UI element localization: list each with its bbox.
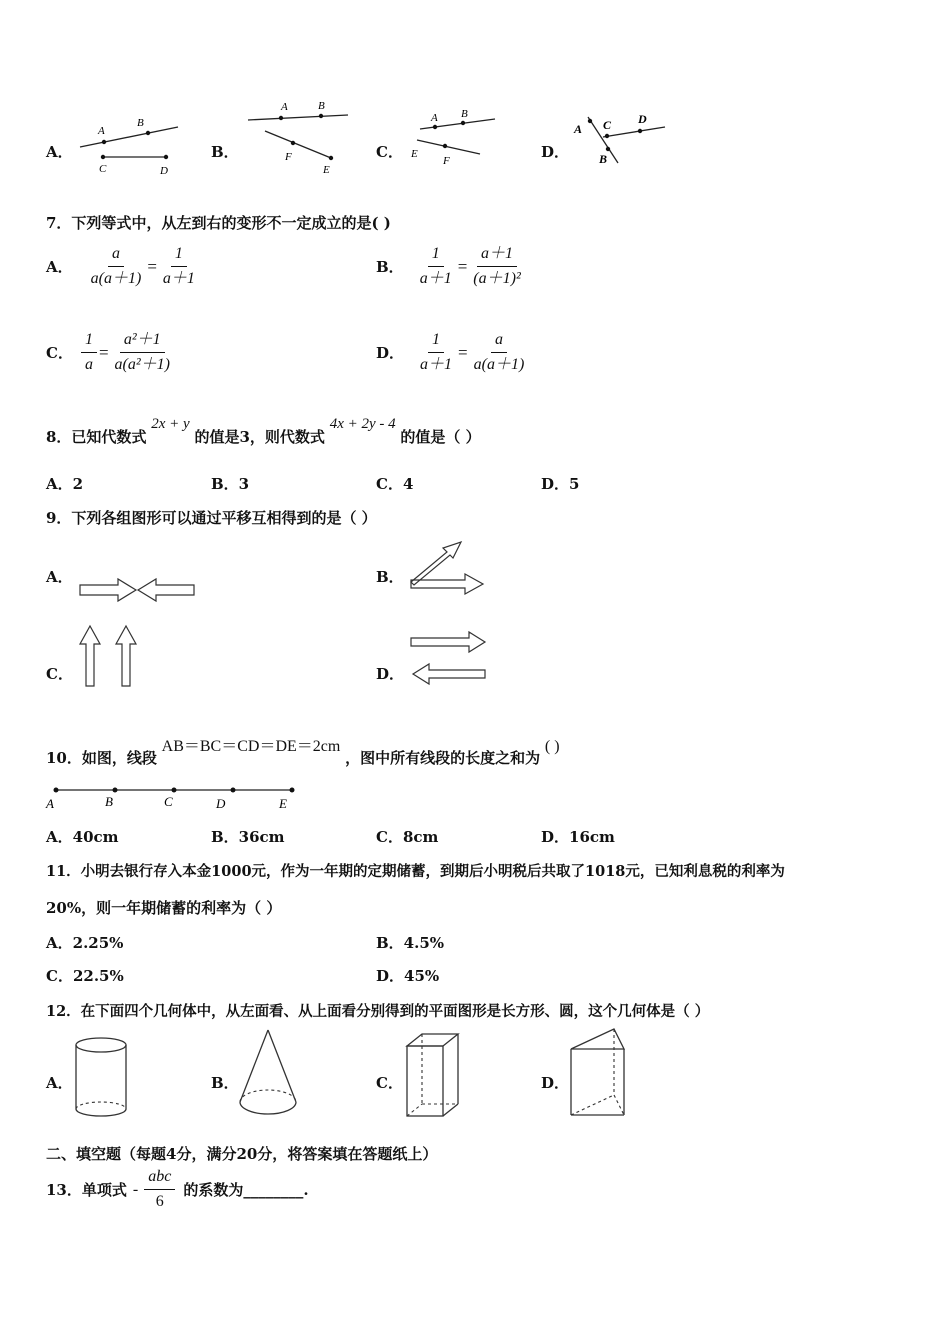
q12-option-c-label[interactable]: C．: [376, 1074, 403, 1092]
q8-option-d[interactable]: D．5: [541, 475, 580, 493]
q6-d-point-b: B: [599, 152, 608, 166]
q6-c-point-f: F: [443, 155, 450, 167]
q6-option-a-label[interactable]: A．: [46, 143, 73, 161]
q10-paren: ( ): [544, 738, 560, 755]
q10-option-d[interactable]: D．16cm: [541, 828, 615, 846]
q7-option-b-label: B．: [376, 258, 404, 276]
q7-d-left-fraction: $\frac{1}{a+1}$: [420, 331, 453, 373]
q7-d-right-fraction: $\frac{a}{a(a+1)}$: [473, 331, 525, 373]
section2-title: 二、填空题（每题4分，满分20分，将答案填在答题纸上）: [46, 1145, 438, 1163]
q11-option-d[interactable]: D．45%: [376, 967, 440, 985]
q13-fraction: $\frac{\text{abc}}{6}$: [144, 1167, 175, 1212]
q9-option-a-label[interactable]: A．: [46, 568, 73, 586]
q13-sign: -: [132, 1180, 139, 1198]
q10-expr: AB＝BC＝CD＝DE＝2cm: [161, 738, 341, 755]
q7-option-a-label: A．: [46, 258, 73, 276]
q11-option-c[interactable]: C．22.5%: [46, 967, 124, 985]
q12-stem: 12．在下面四个几何体中，从左面看、从上面看分别得到的平面图形是长方形、圆，这个几何体是（ ）: [46, 1003, 710, 1020]
q12-cuboid-figure: [402, 1030, 464, 1122]
q9-stem: 9．下列各组图形可以通过平移互相得到的是（ ）: [46, 509, 377, 527]
q10-suffix: ，图中所有线段的长度之和为: [345, 749, 541, 767]
q11-option-a[interactable]: A．2.25%: [46, 934, 124, 952]
q9-option-c-figure: [76, 620, 146, 690]
q9-option-d-figure: [407, 628, 492, 690]
q6-option-a-figure: [75, 112, 185, 177]
q7-option-d[interactable]: D． $\frac{1}{a+1}$ = $\frac{a}{a(a+1)}$: [376, 330, 528, 375]
q10-option-c[interactable]: C．8cm: [376, 828, 439, 846]
q6-option-d-label[interactable]: D．: [541, 143, 570, 161]
q6-b-point-a: A: [281, 101, 288, 113]
q8-option-a[interactable]: A．2: [46, 475, 84, 493]
q10-option-b[interactable]: B．36cm: [211, 828, 285, 846]
q6-d-point-d: D: [638, 112, 647, 126]
q8-expr1: 2x + y: [151, 416, 190, 432]
q6-b-point-f: F: [285, 151, 292, 163]
q8-option-b[interactable]: B．3: [211, 475, 250, 493]
q9-option-b-label[interactable]: B．: [376, 568, 404, 586]
q13-prefix: 13．单项式: [46, 1181, 127, 1199]
q7-c-left-fraction: $\frac{1}{a}$: [81, 330, 97, 375]
q12-cylinder-figure: [70, 1033, 132, 1123]
q9-option-c-label[interactable]: C．: [46, 665, 73, 683]
q7-option-b[interactable]: B． $\frac{1}{a+1}$ = $\frac{a+1}{\text{(a＋1)²}}$: [376, 244, 525, 289]
q7-option-d-label: D．: [376, 344, 405, 362]
q6-option-c-figure: [405, 104, 500, 172]
q6-a-point-a: A: [98, 125, 105, 137]
q12-cone-figure: [235, 1027, 301, 1119]
q12-option-a-label[interactable]: A．: [46, 1074, 73, 1092]
q7-option-c-label: C．: [46, 344, 73, 362]
q10-prefix: 10．如图，线段: [46, 749, 157, 767]
q6-a-point-b: B: [137, 117, 144, 129]
q8-prefix: 8．已知代数式: [46, 428, 147, 446]
q6-c-point-b: B: [461, 108, 468, 120]
q12-prism-figure: [566, 1027, 632, 1121]
q6-c-point-e: E: [411, 148, 418, 160]
q6-option-b-figure: [243, 98, 353, 178]
q11-option-b[interactable]: B．4.5%: [376, 934, 445, 952]
q6-d-point-a: A: [574, 122, 583, 136]
q6-c-point-a: A: [431, 112, 438, 124]
q6-d-point-c: C: [603, 118, 612, 132]
q6-option-d-figure: [570, 105, 670, 170]
q10-point-d: D: [216, 796, 226, 811]
q10-option-a[interactable]: A．40cm: [46, 828, 119, 846]
q6-a-point-d: D: [160, 165, 168, 177]
q6-b-point-e: E: [323, 164, 330, 176]
q12-option-b-label[interactable]: B．: [211, 1074, 239, 1092]
q9-option-a-figure: [78, 575, 198, 605]
q13-suffix: 的系数为________.: [183, 1181, 309, 1199]
q10-point-a: A: [46, 796, 54, 811]
q8-middle: 的值是3，则代数式: [194, 428, 325, 446]
q7-b-left-fraction: $\frac{1}{a+1}$: [419, 245, 452, 287]
q7-a-right-fraction: $\frac{1}{a+1}$: [162, 245, 195, 287]
q10-stem: [46, 733, 560, 767]
q7-option-a[interactable]: A． $\frac{a}{a(a+1)}$ = $\frac{1}{a+1}$: [46, 244, 199, 289]
q7-c-right-fraction: $\frac{\text{a²＋1}}{\text{a(a²＋1)}}$: [114, 331, 171, 373]
q10-point-e: E: [279, 796, 287, 811]
q12-option-d-label[interactable]: D．: [541, 1074, 570, 1092]
q10-point-c: C: [164, 794, 173, 809]
q11-stem-line2: 20%，则一年期储蓄的利率为（ ）: [46, 899, 282, 917]
q6-option-c-label[interactable]: C．: [376, 143, 403, 161]
q7-a-left-fraction: $\frac{a}{a(a+1)}$: [90, 245, 142, 287]
q9-option-b-figure: [405, 538, 490, 600]
q7-stem: 7．下列等式中，从左到右的变形不一定成立的是( ): [46, 214, 391, 232]
q11-stem-line1: 11．小明去银行存入本金1000元，作为一年期的定期储蓄，到期后小明税后共取了1018元，已知利息税的利率为: [46, 863, 785, 880]
q13-stem: [46, 1167, 309, 1212]
q10-segment-figure: [44, 780, 304, 812]
q9-option-d-label[interactable]: D．: [376, 665, 405, 683]
q6-a-point-c: C: [99, 163, 107, 175]
q8-suffix: 的值是（ ）: [400, 428, 481, 446]
q10-point-b: B: [105, 794, 113, 809]
q7-option-c[interactable]: C． $\frac{1}{a}$ = $\frac{\text{a²＋1}}{\text{a(a²＋1)}}$: [46, 330, 174, 375]
q7-b-right-fraction: $\frac{a+1}{\text{(a＋1)²}}$: [473, 245, 521, 287]
q6-b-point-b: B: [318, 100, 325, 112]
q8-option-c[interactable]: C．4: [376, 475, 414, 493]
q6-option-b-label[interactable]: B．: [211, 143, 239, 161]
q8-stem: [46, 412, 481, 446]
q8-expr2: 4x + 2y - 4: [329, 416, 396, 432]
